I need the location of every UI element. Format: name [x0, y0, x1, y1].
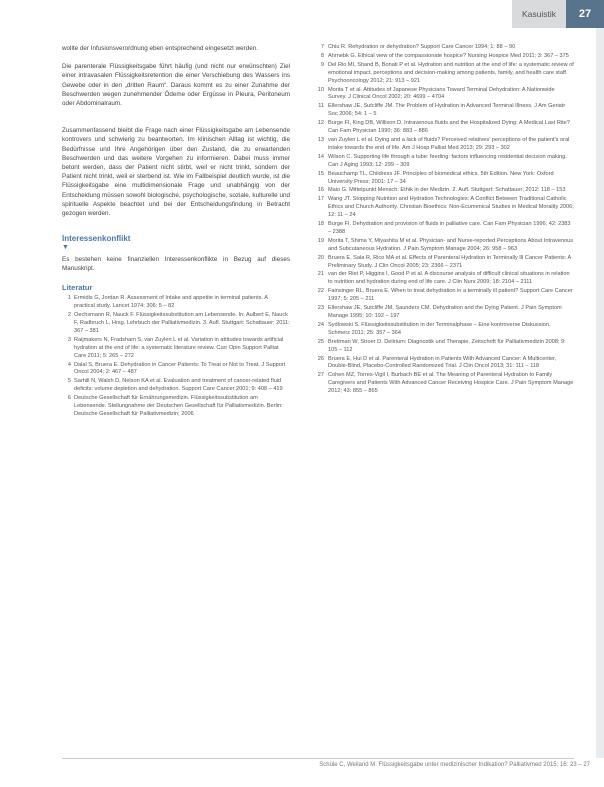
reference-item	[62, 295, 290, 311]
reference-text: Fainsinger RL, Bruera E. When to treat dehydration in a terminally ill patient? Support Care Cancer 1997; 5: 205 – 211	[328, 288, 573, 303]
reference-number: 18	[317, 221, 324, 228]
reference-item	[312, 196, 574, 220]
reference-number: 11	[318, 103, 324, 110]
conflict-heading: Interessenkonflikt	[62, 234, 131, 244]
reference-item	[62, 378, 290, 394]
reference-text: van Zuylen L et al. Dying and a lack of fluids? Perceived relatives' perceptions of the patient's oral intake towards the end of life. Am J Hosp Palliat Med 2013; 29: 293 – 302	[328, 136, 570, 151]
reference-item	[62, 362, 290, 378]
footer-citation: Schüle C, Weiland M. Flüssigkeitsgabe unter medizinischer Indikation? Palliativmed 2015; 16: 23 – 27	[319, 762, 590, 768]
reference-item	[312, 103, 574, 119]
reference-item	[312, 356, 574, 372]
reference-item	[312, 53, 574, 61]
reference-number: 12	[317, 120, 324, 127]
reference-text: Morita T, Shima Y, Miyashita M et al. Physician- and Nurse-reported Perceptions About Intravenous and Subcutaneous Hydration. J Pain Symptom Manage 2004; 26: 958 – 963	[328, 237, 574, 252]
reference-item	[312, 120, 574, 136]
conflict-statement: Es bestehen keine finanziellen Interessenkonflikte in Bezug auf dieses Manuskript.	[62, 255, 290, 272]
literature-heading: Literatur	[62, 283, 93, 293]
reference-text: Cohen MZ, Torres-Vigil I, Burbach BE et al. The Meaning of Parenteral Hydration to Family Caregivers and Patients With Advanced Cancer Receiving Hospice Care. J Pain Symptom Manage 2012; 43: 855 – 865	[328, 372, 574, 395]
reference-number: 7	[320, 44, 324, 50]
reference-number: 8	[320, 52, 324, 59]
reference-item	[312, 288, 574, 304]
reference-text: van der Riet P, Higgins I, Good P et al. A discourse analysis of difficult clinical situations in relation to nutrition and hydration during end of life care. J Clin Nurs 2009; 18: 2104 – 2111	[328, 271, 570, 286]
paragraph: Zusammenfassend bleibt die Frage nach einer Flüssigkeitsgabe am Lebensende kontrovers und schwierig zu beantworten. Im klinischen Alltag ist wichtig, die Bedürfnisse und Ihre Angehörigen über den Zustand, die zu erwartenden Beschwerden und das weitere Vorgehen zu informieren. Dabei muss immer betont werden, dass der Patient nicht stirbt, weil er nicht trinkt, sondern der Patient nicht trinkt, weil er sterbend ist. Wie im Fallbeispiel deutlich wurde, ist die Flüssigkeitsgabe eine multidimensionale Frage und unabhängig von der Entscheidung müssen sowohl biologische, psychologische, soziale, kulturelle und spirituelle Aspekte beachtet und bei der Entscheidungsfindung in Betracht gezogen werden.	[62, 127, 290, 218]
reference-list	[62, 295, 290, 419]
reference-item	[312, 322, 574, 338]
reference-number: 5	[67, 378, 71, 385]
reference-text: Wilson C. Supporting life through a tube: feeding: factors influencing residential decision making. Can J Aging 1993; 12: 299 – 309	[328, 153, 567, 168]
reference-item	[62, 337, 290, 361]
reference-text: Ermidis G, Jordan R. Assessment of Intake and appetite in terminal patients. A practical study. Lancet 1974; 306: 5 – 82	[74, 295, 268, 310]
reference-number: 14	[317, 153, 324, 160]
reference-text: Deutsche Gesellschaft für Ernährungsmedizin. Flüssigkeitssubstitution am Lebensende. Stellungnahme der Deutschen Gesellschaft für Palliativmedizin. Berlin: Deutsche Gesellschaft für Palliativmedizin; 2006	[74, 395, 283, 417]
reference-number: 6	[67, 395, 71, 402]
section-label: Kasuistik	[512, 0, 566, 28]
reference-number: 9	[320, 61, 324, 68]
left-column	[62, 44, 290, 420]
reference-text: Dalal S, Bruera E. Dehydration in Cancer Patients: To Treat or Not to Treat. J Support Oncol 2004; 2: 467 – 487	[74, 361, 286, 376]
reference-text: Beauchamp TL, Childress JF. Principles of biomedical ethics. 5th Edition. New York: Oxford University Press; 2001: 17 – 34	[328, 170, 554, 185]
reference-number: 4	[67, 361, 71, 368]
page-header	[0, 0, 604, 28]
reference-item	[312, 154, 574, 170]
reference-item	[62, 312, 290, 336]
reference-item	[312, 137, 574, 153]
reference-number: 17	[317, 196, 324, 203]
footer-rule	[62, 758, 574, 759]
reference-number: 16	[317, 187, 324, 194]
reference-item	[312, 339, 574, 355]
reference-number: 10	[317, 86, 324, 93]
reference-text: Ellershaw JE, Sutcliffe JM, Saunders CM. Dehydration and the Dying Patient. J Pain Symptom Manage 1995; 10: 192 – 197	[328, 305, 562, 319]
reference-text: Wang JT. Stopping Nutrition and Hydration Technologies: A Conflict Between Traditional Catholic Ethics and Church Authority. Christian Bioethics: Non-Ecumenical Studies in Medical Morality 2006; 12: 11 – 24	[328, 196, 574, 219]
reference-number: 27	[317, 372, 324, 379]
reference-number: 25	[317, 338, 324, 345]
reference-number: 15	[317, 170, 324, 177]
reference-text: Sarhill N, Walsh D, Nelson KA et al. Evaluation and treatment of cancer-related fluid deficits: volume depletion and dehydration. Support Care Cancer 2001; 9: 408 – 419	[74, 378, 283, 393]
reference-item	[312, 44, 574, 52]
reference-item	[312, 305, 574, 321]
reference-text: Sydlowski S. Flüssigkeitssubstitution in der Terminalphase – Eine kontroverse Diskussion. Schmerz 2011; 25: 357 – 364	[328, 321, 551, 336]
reference-number: 1	[67, 295, 71, 302]
reference-item	[312, 87, 574, 103]
reference-list	[312, 44, 574, 396]
reference-text: Morita T et al. Attitudes of Japanese Physicians Toward Terminal Dehydration: A Nationwide Survey. J Clinical Oncol 2002; 20: 4699 – 4704	[328, 86, 555, 101]
reference-number: 23	[317, 305, 324, 312]
header-tab	[512, 0, 604, 28]
margin-strip	[596, 28, 604, 758]
reference-item	[312, 62, 574, 86]
right-column	[312, 44, 574, 397]
reference-text: Raijmakers N, Fradsham S, van Zuylen L et al. Variation in attitudes towards artificial hydration at the end of life: a systematic literature review. Curr Opin Support Palliat Care 2011; 5: 265 – 272	[74, 336, 284, 359]
reference-number: 2	[67, 312, 71, 319]
reference-item	[312, 255, 574, 271]
reference-number: 13	[317, 136, 324, 143]
reference-item	[312, 271, 574, 287]
page-number: 27	[566, 0, 604, 28]
paragraph: Die parenterale Flüssigkeitsgabe führt häufig (und nicht nur erwünschten) Ziel einer intravasalen Flüssigkeitsretention die einer Verschiebung des Wassers ins Gewebe oder in den „dritten Raum“. Daraus kommt es zu einer Zunahme der Beschwerden wegen zunehmender Ödeme oder Ergüsse in Pleura, Peritoneum oder Abdominalraum.	[62, 63, 290, 108]
reference-number: 22	[317, 288, 324, 295]
reference-text: Del Rio MI, Shand B, Bonati P et al. Hydration and nutrition at the end of life: a systematic review of emotional impact, perceptions and decision-making among patients, family, and health care staff. Psychooncology 2012; 21: 913 – 921	[328, 61, 574, 84]
reference-text: Ellershaw JE, Sutcliffe JM. The Problem of Hydration in Advanced Terminal Illness. J Am Geriatr Soc 2006; 54: 1 – 5	[328, 103, 566, 118]
reference-text: Bruera E, Sala R, Rico MA et al. Effects of Parenteral Hydration in Terminally Ill Cancer Patients: A Preliminary Study. J Clin Oncol 2005; 23: 2366 – 2371	[328, 254, 571, 269]
reference-text: Burge FI. Dehydration and provision of fluids in palliative care. Can Fam Physician 1996; 42: 2383 – 2388	[328, 221, 571, 235]
reference-text: Burge FI, King DB, Willison D. Intravenous fluids and the Hospitalized Dying: A Medical Last Rite? Can Fam Physician 1990; 36: 883 – 886	[328, 120, 570, 135]
reference-item	[312, 372, 574, 396]
reference-number: 24	[317, 321, 324, 328]
reference-item	[312, 238, 574, 254]
reference-number: 19	[317, 237, 324, 244]
reference-text: Ahrnebk G. Ethical view of the compassionate hospice? Nursing Hospice Med 2011; 3: 367 – 375	[328, 52, 569, 59]
reference-number: 21	[317, 271, 324, 278]
reference-number: 26	[317, 355, 324, 362]
reference-text: Oechsmann R, Nauck F. Flüssigkeitssubstitution am Lebensende. In: Aulbert E, Nauck F, Radbruch L, Hrsg. Lehrbuch der Palliativmedizin. 3. Aufl. Stuttgart: Schattauer; 2011: 367 – 381	[74, 312, 290, 334]
reference-item	[62, 395, 290, 419]
reference-number: 3	[67, 336, 71, 343]
reference-number: 20	[317, 254, 324, 261]
reference-text: Maio G. Mittelpunkt Mensch: Ethik in der Medizin. 2. Aufl. Stuttgart: Schattauer; 2012: 118 – 153	[328, 187, 566, 194]
reference-item	[312, 171, 574, 187]
paragraph: wollte der Infusionsverordnung eben entsprechend eingesetzt werden.	[62, 45, 259, 52]
reference-item	[312, 187, 574, 195]
reference-text: Chiu R. Rehydration or dehydration? Support Care Cancer 1994; 1: 88 – 90	[328, 44, 516, 50]
reference-text: Bruera E, Hui D et al. Parenteral Hydration in Patients With Advanced Cancer: A Multicenter, Double-Blind, Placebo-Controlled Randomized Trial. J Clin Oncol 2013; 31: 111 – 118	[328, 355, 557, 370]
reference-item	[312, 221, 574, 237]
reference-text: Brettman W, Stroer D. Delirium: Diagnostik und Therapie. Zeitschrift für Palliativmedizin 2008; 9: 105 – 112	[328, 338, 566, 353]
section-arrow-icon: ▼	[62, 244, 69, 252]
